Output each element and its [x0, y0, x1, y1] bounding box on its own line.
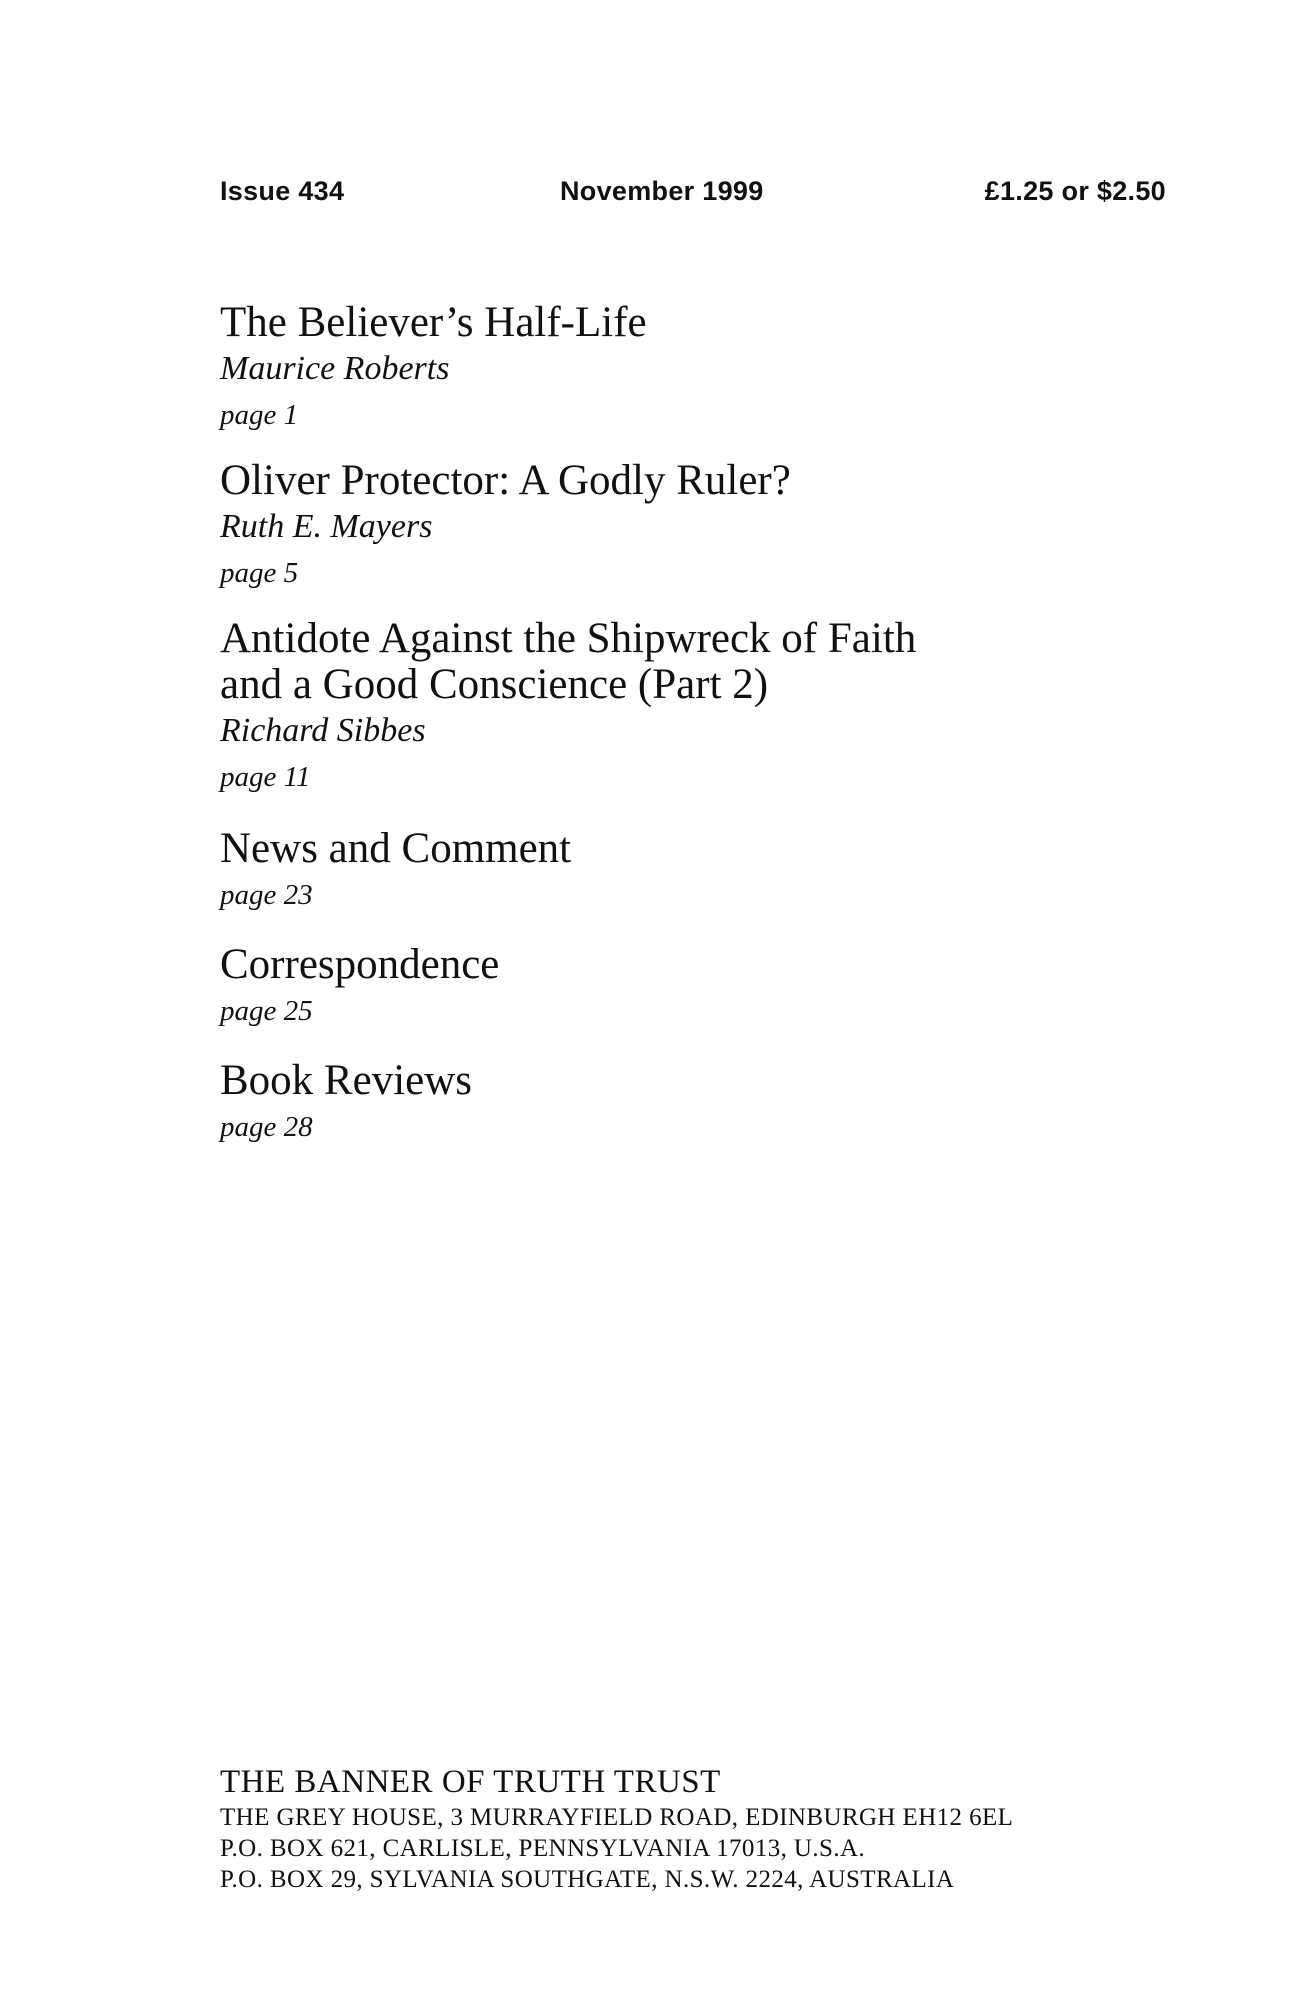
contents-entry	[220, 826, 1180, 918]
publisher-name: THE BANNER OF TRUTH TRUST	[220, 1764, 721, 1800]
publisher-address-usa: P.O. BOX 621, CARLISLE, PENNSYLVANIA 17013, U.S.A.	[220, 1835, 866, 1862]
entry-page: page 23	[220, 879, 313, 911]
entry-author: Richard Sibbes	[220, 712, 426, 749]
contents-entry	[220, 616, 1180, 800]
entry-page: page 28	[220, 1111, 313, 1143]
issue-date: November 1999	[560, 176, 764, 206]
entry-author: Ruth E. Mayers	[220, 508, 433, 545]
entry-title-continued: and a Good Conscience (Part 2)	[220, 661, 769, 708]
entry-page: page 11	[220, 761, 311, 793]
entry-title: Book Reviews	[220, 1057, 473, 1104]
contents-entry	[220, 1058, 1180, 1150]
entry-title: Correspondence	[220, 941, 500, 988]
publisher-block	[220, 1762, 1180, 1895]
entry-author: Maurice Roberts	[220, 350, 450, 387]
issue-header	[218, 176, 1166, 216]
entry-page: page 25	[220, 995, 313, 1027]
contents-entry	[220, 300, 1180, 438]
entry-title: Antidote Against the Shipwreck of Faith	[220, 615, 917, 662]
issue-price: £1.25 or $2.50	[984, 176, 1166, 206]
contents-entry	[220, 458, 1180, 596]
publisher-address-australia: P.O. BOX 29, SYLVANIA SOUTHGATE, N.S.W. 2224, AUSTRALIA	[220, 1866, 955, 1893]
entry-page: page 1	[220, 399, 299, 431]
entry-title: News and Comment	[220, 825, 572, 872]
contents-entry	[220, 942, 1180, 1034]
entry-title: Oliver Protector: A Godly Ruler?	[220, 457, 791, 504]
table-of-contents	[220, 300, 1180, 1150]
entry-page: page 5	[220, 557, 299, 589]
issue-number: Issue 434	[220, 176, 345, 206]
publisher-address-uk: THE GREY HOUSE, 3 MURRAYFIELD ROAD, EDINBURGH EH12 6EL	[220, 1804, 1014, 1831]
entry-title: The Believer’s Half-Life	[220, 299, 647, 346]
